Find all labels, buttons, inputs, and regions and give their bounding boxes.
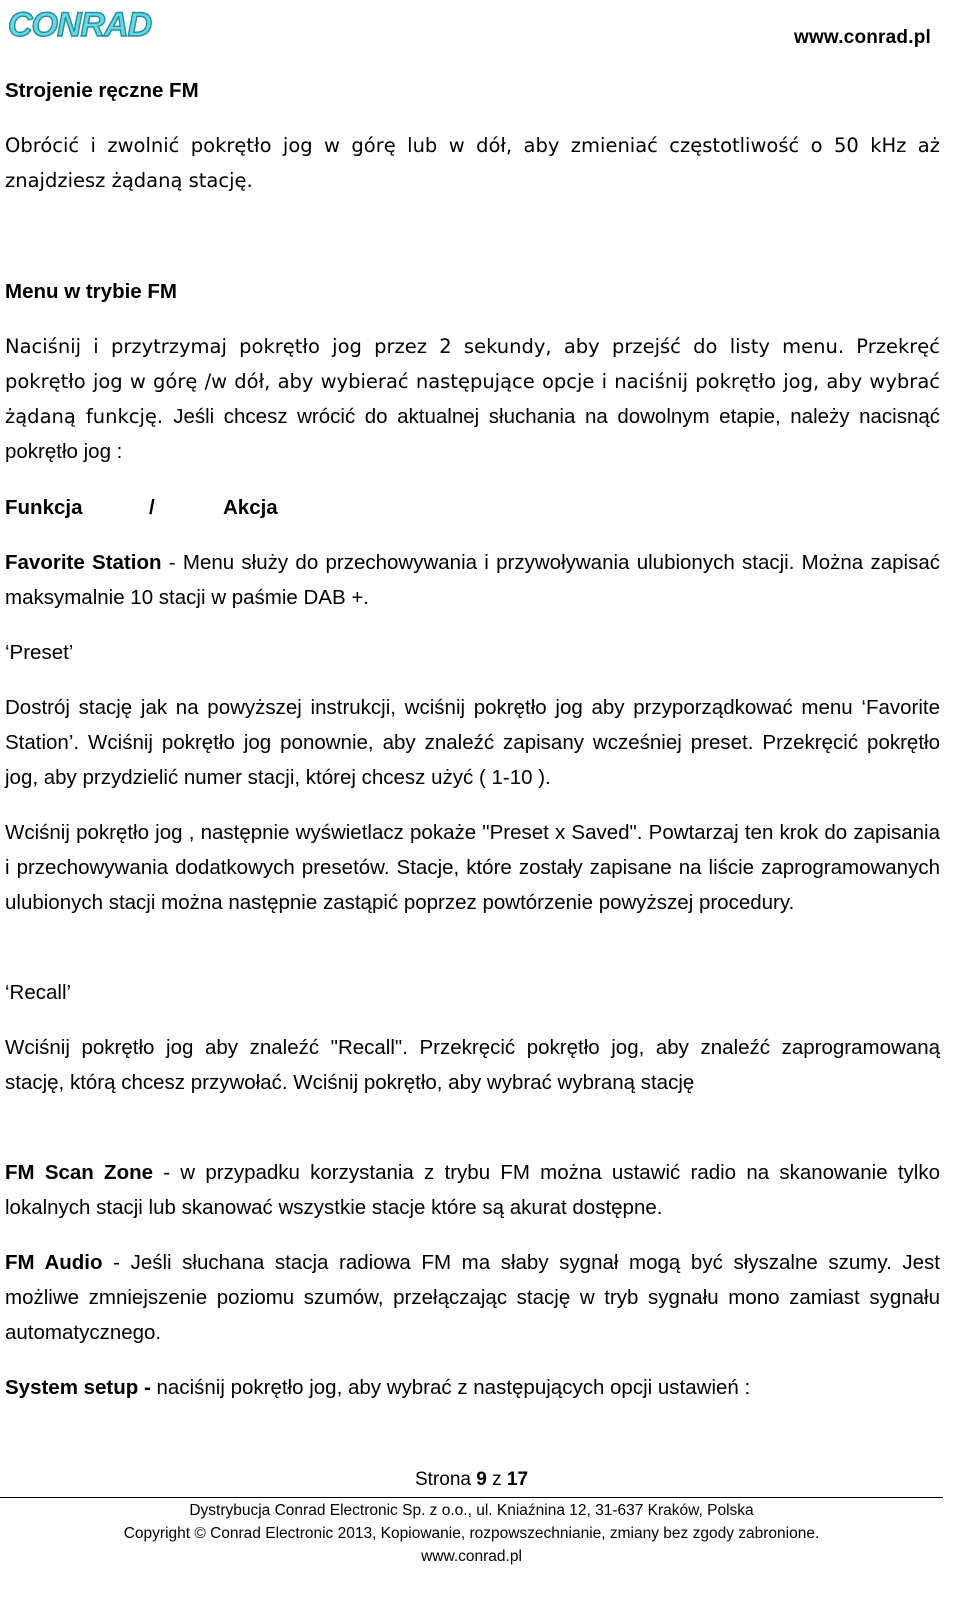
preset-label: ‘Preset’ [5,641,74,664]
fm-menu-paragraph [5,329,940,469]
page-number-mid: z [486,1469,507,1490]
logo-wordmark: CONRAD [8,6,152,44]
favorite-station-label: Favorite Station [5,551,162,574]
footer-divider [0,1497,943,1498]
footer-copyright: Copyright © Conrad Electronic 2013, Kopiowanie, rozpowszechnianie, zmiany bez zgody zabronione. [123,1525,820,1542]
fm-scan-zone-text: - w przypadku korzystania z trybu FM można ustawić radio na skanowanie tylko lokalnych stacji lub skanować wszystkie stacje które są akurat dostępne. [5,1161,940,1219]
system-setup-paragraph [5,1370,940,1405]
page-number-total: 17 [506,1469,529,1490]
fm-menu-heading: Menu w trybie FM [5,280,177,303]
function-action-header [5,490,305,525]
conrad-logo-graphic [6,4,162,44]
system-setup-text: naciśnij pokrętło jog, aby wybrać z następujących opcji ustawień : [150,1376,751,1399]
page-number-current: 9 [476,1469,487,1490]
preset-paragraph-2: Wciśnij pokrętło jog , następnie wyświetlacz pokaże "Preset x Saved". Powtarzaj ten krok do zapisania i przechowywania dodatkowych presetów. Stacje, które zostały zapisane na liście zaprogramowanych ulubionych stacji można następnie zastąpić poprzez powtórzenie powyższej procedury. [5,821,940,914]
preset-text-1: Dostrój stację jak na powyższej instrukcji, wciśnij pokrętło jog aby przyporządkować menu ‘Favorite Station’. [5,696,940,754]
fm-audio-paragraph [5,1245,940,1350]
footer-url: www.conrad.pl [421,1548,522,1565]
action-label: Akcja [223,496,278,519]
recall-label: ‘Recall’ [5,981,72,1004]
footer-distribution: Dystrybucja Conrad Electronic Sp. z o.o., ul. Kniaźnina 12, 31-637 Kraków, Polska [189,1502,754,1519]
fm-audio-label: FM Audio [5,1251,103,1274]
function-label: Funkcja [5,496,83,519]
manual-tuning-heading: Strojenie ręczne FM [5,79,199,102]
recall-paragraph: Wciśnij pokrętło jog aby znaleźć "Recall". Przekręcić pokrętło jog, aby znaleźć zaprogramowaną stację, którą chcesz przywołać. Wciśnij pokrętło, aby wybrać wybraną stację [5,1036,940,1094]
page-number-prefix: Strona [414,1469,477,1490]
preset-text-1b: Wciśnij pokrętło jog ponownie, aby znaleźć zapisany wcześniej preset. Przekręcić pokrętło jog, aby przydzielić numer stacji, której chcesz użyć ( 1-10 ). [5,731,940,789]
fm-menu-text: Naciśnij i przytrzymaj pokrętło jog przez 2 sekundy, aby przejść do listy menu. Przekręć pokrętło jog w górę /w dół, aby wybierać następujące opcje i naciśnij pokrętło jog, aby wybrać żądaną funkcję. [5,335,940,428]
fm-audio-text: - Jeśli słuchana stacja radiowa FM ma słaby sygnał mogą być słyszalne szumy. Jest możliwe zmniejszenie poziomu szumów, przełączając stację w tryb sygnału mono zamiast sygnału automatycznego. [5,1251,940,1344]
system-setup-label: System setup - [5,1376,151,1399]
function-action-separator: / [149,496,155,519]
preset-paragraph-1 [5,690,940,795]
manual-tuning-paragraph: Obrócić i zwolnić pokrętło jog w górę lub w dół, aby zmieniać częstotliwość o 50 kHz aż znajdziesz żądaną stację. [5,134,940,192]
header-site-url: www.conrad.pl [793,27,931,48]
page-number [0,1469,943,1491]
fm-menu-text-return: Jeśli chcesz wrócić do aktualnej słuchania na dowolnym etapie, należy nacisnąć pokrętło jog : [5,405,941,463]
conrad-logo [6,4,162,44]
favorite-station-paragraph [5,545,940,615]
fm-scan-zone-paragraph [5,1155,940,1225]
fm-scan-zone-label: FM Scan Zone [5,1161,154,1184]
favorite-station-text: - Menu służy do przechowywania i przywoływania ulubionych stacji. Można zapisać maksymalnie 10 stacji w paśmie DAB +. [5,551,940,609]
